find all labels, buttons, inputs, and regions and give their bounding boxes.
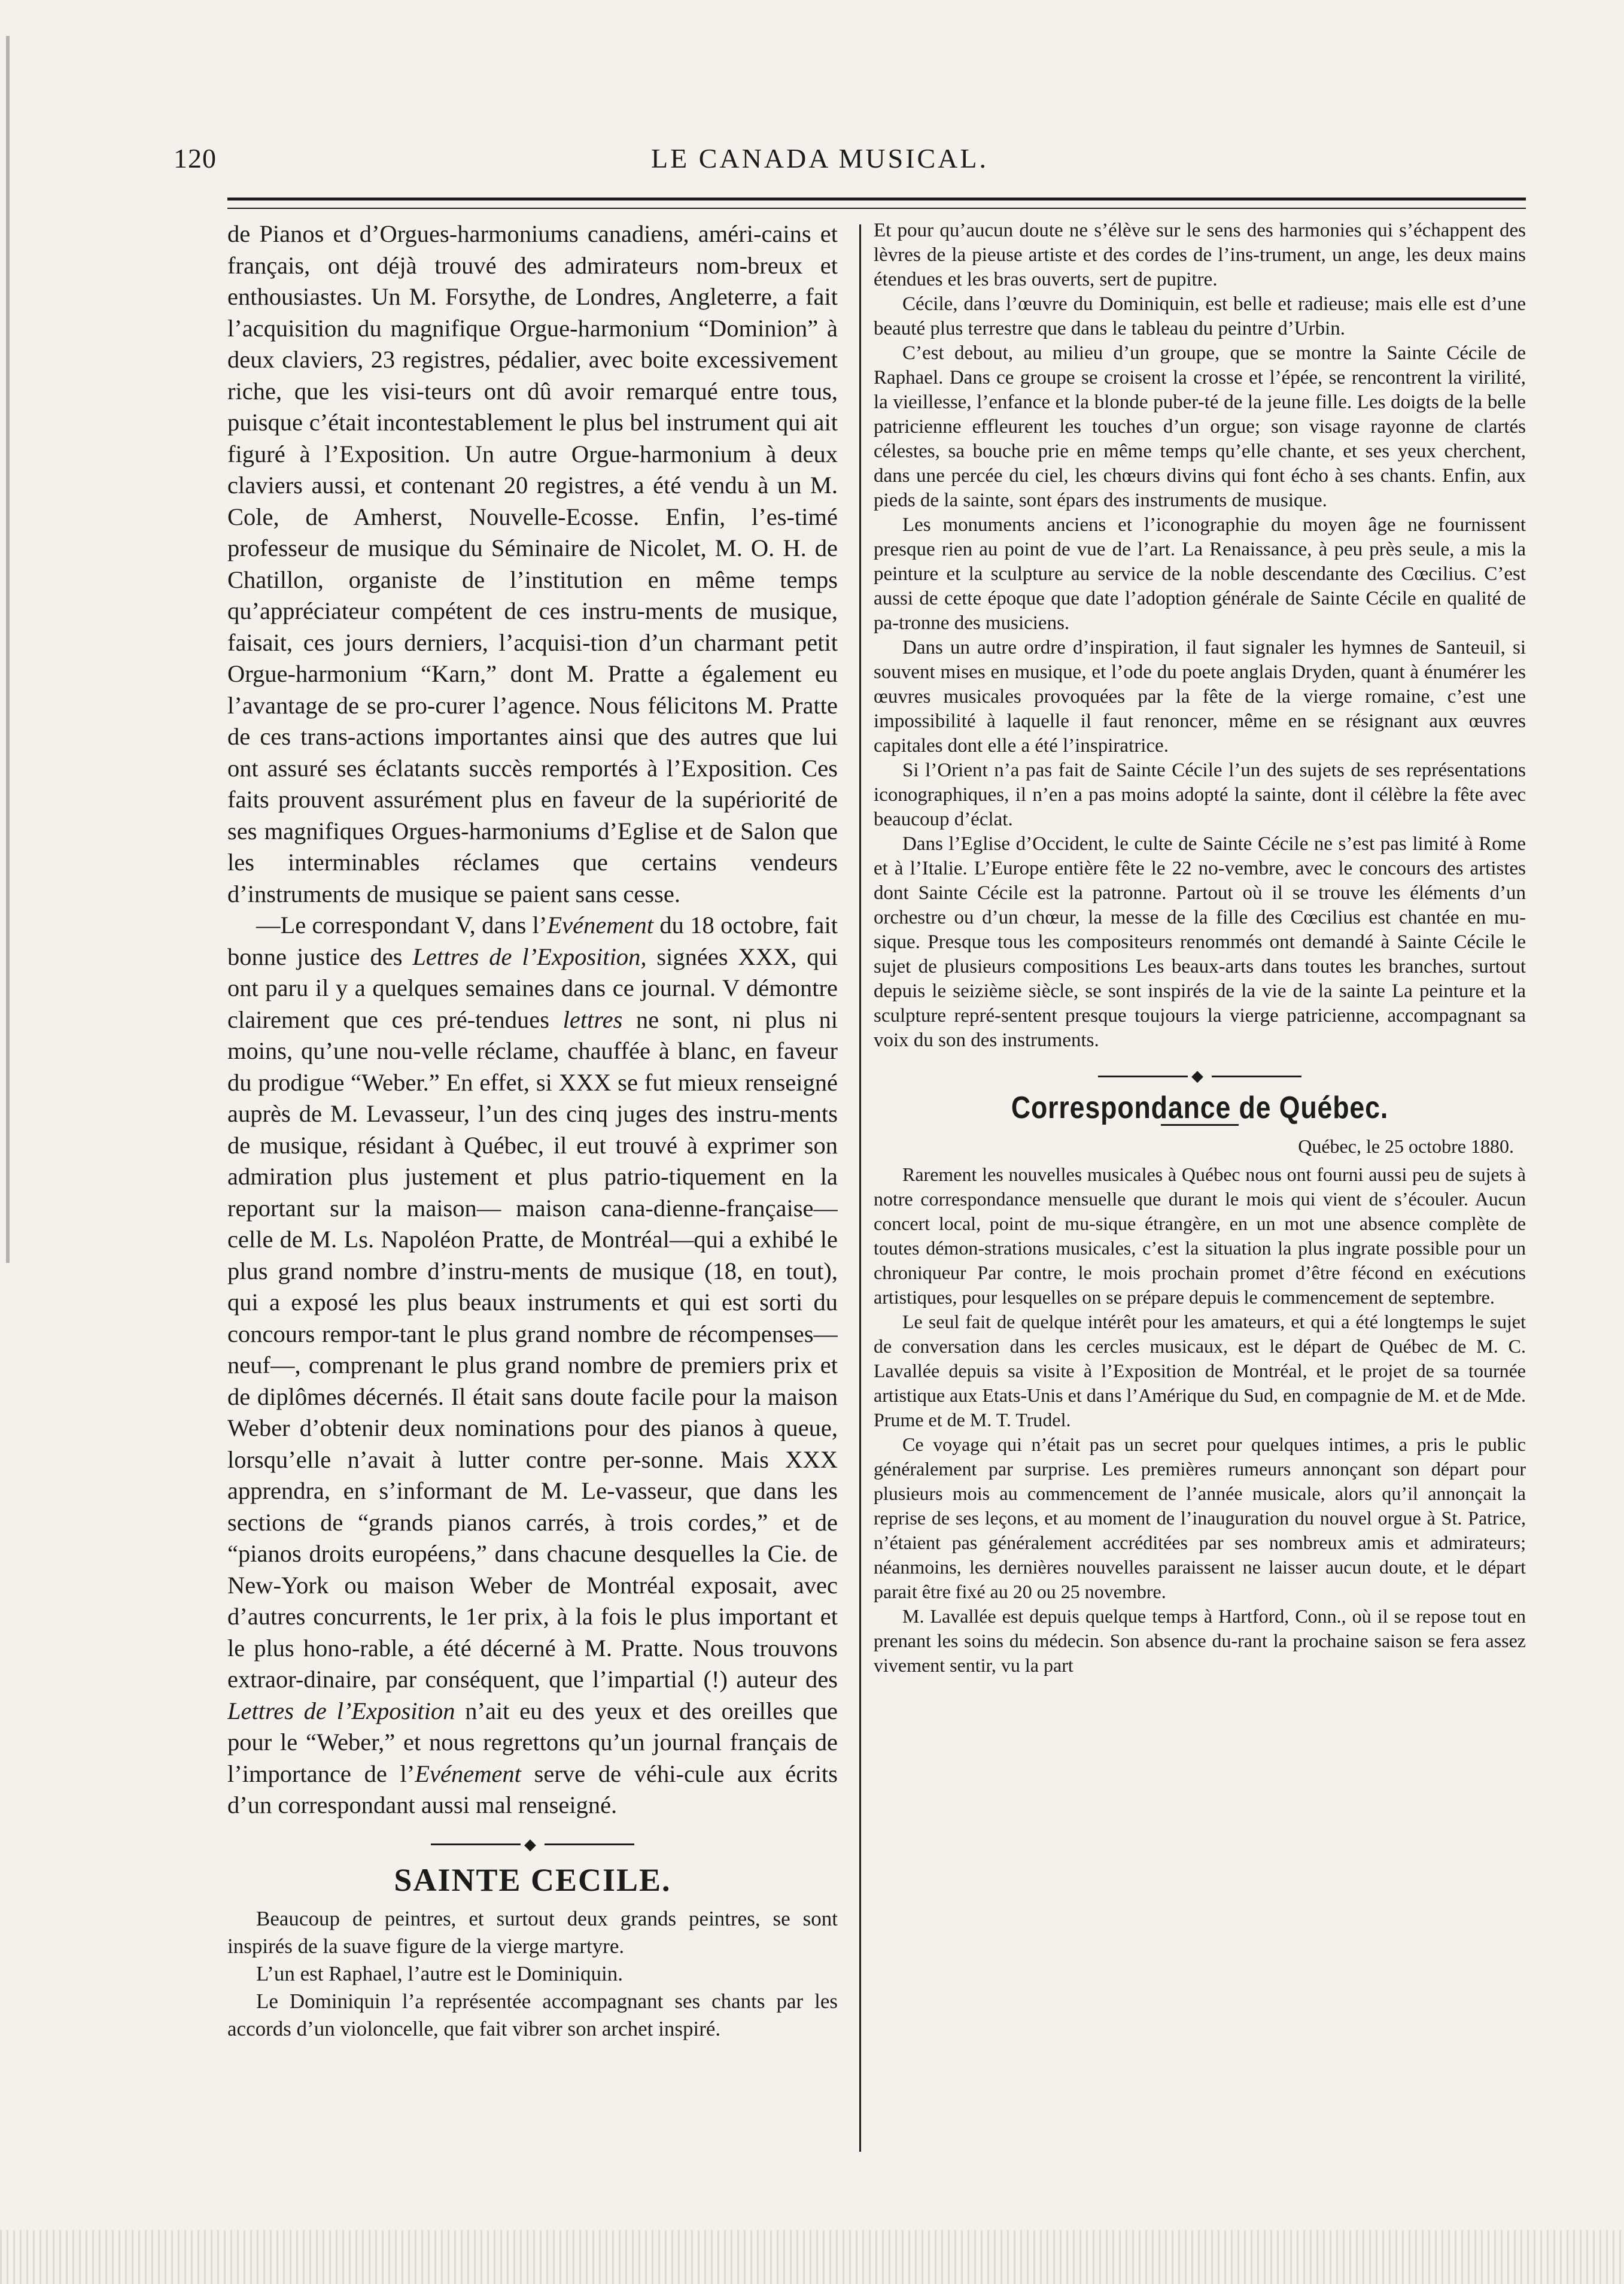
page-number: 120 bbox=[174, 143, 217, 174]
article-paragraph: C’est debout, au milieu d’un groupe, que se montre la Sainte Cécile de Raphael. Dans ce groupe se croisent la crosse et l’épée, se rencontrent la virilité, la vieillesse, l’enfance et la blonde puber-té de la jeune fille. Les doigts de la belle patricienne effleurent les touches d’un orgue; son visage rayonne de clartés célestes, sa bouche prie en même temps qu’elle chante, et ses yeux cherchent, dans une percée du ciel, les chœurs divins qui font écho à ses chants. Enfin, aux pieds de la sainte, sont épars des instruments de musique. bbox=[874, 342, 1526, 511]
article-paragraph: Les monuments anciens et l’iconographie du moyen âge ne fournissent presque rien au point de vue de l’art. La Renaissance, à peu près seule, a mis la peinture et la sculpture au service de la noble descendante des Cœcilius. C’est aussi de cette époque que date l’adoption générale de Sainte Cécile en qualité de pa-tronne des musiciens. bbox=[874, 514, 1526, 634]
header-double-rule bbox=[227, 198, 1526, 209]
section-title-correspondance: Correspondance de Québec. bbox=[1011, 1091, 1389, 1126]
article-paragraph: L’un est Raphael, l’autre est le Dominiquin. bbox=[256, 1962, 624, 1986]
section-ornament: ◆ bbox=[227, 1835, 838, 1852]
section-ornament: ◆ bbox=[874, 1066, 1526, 1084]
right-column bbox=[874, 218, 1526, 2152]
article-paragraph: Cécile, dans l’œuvre du Dominiquin, est belle et radieuse; mais elle est d’une beauté plus terrestre que dans le tableau du peintre d’Urbin. bbox=[874, 293, 1526, 339]
article-paragraph: Le seul fait de quelque intérêt pour les amateurs, et qui a été longtemps le sujet de conversation dans les cercles musicaux, est le départ de Québec de M. C. Lavallée depuis sa visite à l’Exposition de Montréal, et le projet de sa tournée artistique aux Etats-Unis et dans l’Amérique du Sud, en compagnie de M. et de Mde. Prume et de M. T. Trudel. bbox=[874, 1311, 1526, 1431]
article-paragraph: de Pianos et d’Orgues-harmoniums canadiens, améri-cains et français, ont déjà trouvé des admirateurs nom-breux et enthousiastes. Un M. Forsythe, de Londres, Angleterre, a fait l’acquisition du magnifique Orgue-harmonium “Dominion” à deux claviers, 23 registres, pédalier, avec boite excessivement riche, que les visi-teurs ont dû avoir remarqué entre tous, puisque c’était incontestablement le plus bel instrument qui ait figuré à l’Exposition. Un autre Orgue-harmonium à deux claviers aussi, et contenant 20 registres, a été vendu à un M. Cole, de Amherst, Nouvelle-Ecosse. Enfin, l’es-timé professeur de musique du Séminaire de Nicolet, M. O. H. de Chatillon, organiste de l’institution en même temps qu’appréciateur compétent de ces instru-ments de musique, faisait, ces jours derniers, l’acquisi-tion d’un charmant petit Orgue-harmonium “Karn,” dont M. Pratte a également eu l’avantage de se pro-curer l’agence. Nous félicitons M. Pratte de ces trans-actions importantes ainsi que des autres que lui ont assuré ses éclatants succès remportés à l’Exposition. Ces faits prouvent assurément plus en faveur de la supériorité de ses magnifiques Orgues-harmoniums d’Eglise et de Salon que les interminables réclames que certains vendeurs d’instruments de musique se paient sans cesse. bbox=[227, 220, 838, 907]
scan-bottom-edge bbox=[0, 2230, 1624, 2284]
article-paragraph: Si l’Orient n’a pas fait de Sainte Cécile l’un des sujets de ses représentations iconographiques, il n’en a pas moins adopté la sainte, dont il célèbre la fête avec beaucoup d’éclat. bbox=[874, 760, 1526, 830]
article-paragraph: M. Lavallée est depuis quelque temps à Hartford, Conn., où il se repose tout en prenant les soins du médecin. Son absence du-rant la prochaine saison se fera assez vivement sentir, vu la part bbox=[874, 1605, 1526, 1676]
article-paragraph: Et pour qu’aucun doute ne s’élève sur le sens des harmonies qui s’échappent des lèvres de la pieuse artiste et des cordes de l’ins-trument, un ange, les deux mains étendues et les bras ouverts, sert de pupitre. bbox=[874, 220, 1526, 290]
sainte-cecile-text bbox=[227, 1905, 838, 2043]
article-paragraph: Le Dominiquin l’a représentée accompagnant ses chants par les accords d’un violoncelle, que fait vibrer son archet inspiré. bbox=[227, 1990, 838, 2041]
article-paragraph: Rarement les nouvelles musicales à Québec nous ont fourni aussi peu de sujets à notre correspondance mensuelle que durant le mois qui vient de s’écouler. Aucun concert local, point de mu-sique étrangère, en un mot une absence complète de toutes démon-strations musicales, c’est la situation la plus ingrate possible pour un chroniqueur Par contre, le mois prochain promet d’être fécond en exécutions artistiques, pour lesquelles on se prépare depuis le commencement de septembre. bbox=[874, 1164, 1526, 1308]
page-header bbox=[174, 142, 1466, 190]
article-paragraph: Ce voyage qui n’était pas un secret pour quelques intimes, a pris le public généralement par surprise. Les premières rumeurs annonçant son départ pour plusieurs mois au commencement de l’année musicale, alors qu’il annonçait la reprise de ses leçons, et au moment de l’inauguration du nouvel orgue à St. Patrice, n’étaient pas généralement accréditées par ses nombreux amis et admirateurs; néanmoins, les dernières nouvelles paraissent ne laisser aucun doute, et le départ parait être fixé au 20 ou 25 novembre. bbox=[874, 1433, 1526, 1603]
article-paragraph: Beaucoup de peintres, et surtout deux grands peintres, se sont inspirés de la suave figure de la vierge martyre. bbox=[227, 1907, 838, 1958]
scan-binding-edge bbox=[6, 36, 34, 1263]
section-title-sainte-cecile: SAINTE CECILE. bbox=[394, 1861, 671, 1898]
article-paragraph-correspondant: —Le correspondant V, dans l’Evénement du 18 octobre, fait bonne justice des Lettres de l’Exposition, signées XXX, qui ont paru il y a quelques semaines dans ce journal. V démontre clairement que ces pré-tendues lettres ne sont, ni plus ni moins, qu’une nou-velle réclame, chauffée à blanc, en faveur du prodigue “Weber.” En effet, si XXX se fut mieux renseigné auprès de M. Levasseur, l’un des cinq juges des instru-ments de musique, résidant à Québec, il eut trouvé à exprimer son admiration plus justement et plus patrio-tiquement en la reportant sur la maison— maison cana-dienne-française—celle de M. Ls. Napoléon Pratte, de Montréal—qui a exhibé le plus grand nombre d’instru-ments de musique (18, en tout), qui a exposé les plus beaux instruments et qui est sorti du concours rempor-tant le plus grand nombre de récompenses—neuf—, comprenant le plus grand nombre de premiers prix et de diplômes décernés. Il était sans doute facile pour la maison Weber d’obtenir deux nominations pour des pianos à queue, lorsqu’elle n’avait à lutter contre per-sonne. Mais XXX apprendra, en s’informant de M. Le-vasseur, que dans les sections de “grands pianos carrés, à trois cordes,” et de “pianos droits européens,” dans chacune desquelles la Cie. de New-York ou maison Weber de Montréal exposait, avec d’autres concurrents, le 1er prix, à la fois le plus important et le plus hono-rable, a été décerné à M. Pratte. Nous trouvons extraor-dinaire, par conséquent, que l’impartial (!) auteur des Lettres de l’Exposition n’ait eu des yeux et des oreilles que pour le “Weber,” et nous regrettons qu’un journal français de l’importance de l’Evénement serve de véhi-cule aux écrits d’un correspondant aussi mal renseigné. bbox=[227, 912, 838, 1818]
correspondance-text bbox=[874, 1134, 1526, 1678]
left-column bbox=[227, 218, 838, 2152]
article-paragraph: Dans un autre ordre d’inspiration, il faut signaler les hymnes de Santeuil, si souvent mises en musique, et l’ode du poete anglais Dryden, quant à énumérer les œuvres musicales provoquées par la fête de la vierge romaine, c’est une impossibilité à laquelle il faut renoncer, même en se résignant aux œuvres capitales dont elle a été l’inspiratrice. bbox=[874, 637, 1526, 757]
dateline: Québec, le 25 octobre 1880. bbox=[1298, 1135, 1514, 1158]
column-divider bbox=[859, 224, 861, 2152]
running-title: LE CANADA MUSICAL. bbox=[651, 143, 989, 174]
article-paragraph: Dans l’Eglise d’Occident, le culte de Sainte Cécile ne s’est pas limité à Rome et à l’Italie. L’Europe entière fête le 22 no-vembre, avec le concours des artistes dont Sainte Cécile est la patronne. Partout où il se trouve les éléments d’un orchestre ou d’un chœur, la messe de la fille des Cœcilius est chantée en mu-sique. Presque tous les compositeurs renommés ont demandé à Sainte Cécile le sujet de plusieurs compositions Les beaux-arts dans toutes les branches, surtout depuis le seizième siècle, se sont inspirés de la vie de la sainte La peinture et la sculpture repré-sentent presque toujours la vierge patricienne, accompagnant sa voix du son des instruments. bbox=[874, 833, 1526, 1051]
